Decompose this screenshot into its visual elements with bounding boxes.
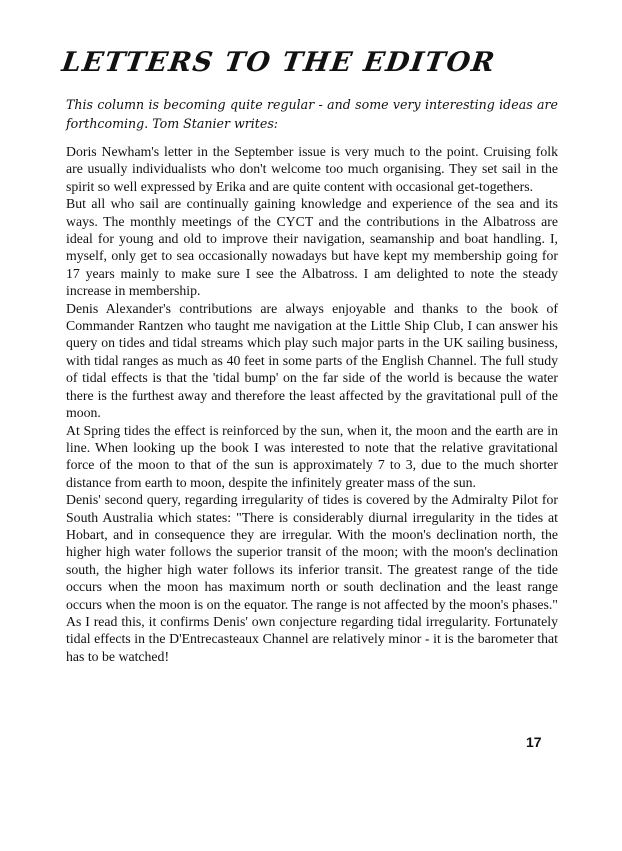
letter-paragraph: Denis' second query, regarding irregularity of tides is covered by the Admiralty Pilot for South Australia which states: "There is considerably diurnal irregularity in the tides at Hobart, and in consequence they are irregular. With the moon's declination north, the higher high water follows the superior transit of the moon; with the moon's declination south, the higher high water follows its inferior transit. The greatest range of the tide occurs when the moon has maximum north or south declination and the least range occurs when the moon is on the equator. The range is not affected by the moon's phases.": [66, 492, 558, 612]
letter-paragraph: Denis Alexander's contributions are always enjoyable and thanks to the book of Commander Rantzen who taught me navigation at the Little Ship Club, I can answer his query on tides and tidal streams which play such major parts in the UK sailing business, with tidal ranges as much as 40 feet in some parts of the English Channel. The full study of tidal effects is that the 'tidal bump' on the far side of the world is because the water there is the furthest away and therefore the least affected by the gravitational pull of the moon.: [66, 300, 558, 421]
letter-paragraph: But all who sail are continually gaining knowledge and experience of the sea and its ways. The monthly meetings of the CYCT and the contributions in the Albatross are ideal for young and old to improve their navigation, seamanship and boat handling. I, myself, only get to sea occasionally nowadays but have kept my membership going for 17 years mainly to make sure I see the Albatross. I am delighted to note the steady increase in membership.: [66, 196, 558, 299]
page-title: LETTERS TO THE EDITOR: [59, 47, 498, 78]
letter-body: [66, 143, 558, 665]
letter-paragraph: As I read this, it confirms Denis' own conjecture regarding tidal irregularity. Fortunately tidal effects in the D'Entrecasteaux Channel are relatively minor - it is the barometer that has to be watched!: [66, 613, 558, 664]
letter-paragraph: At Spring tides the effect is reinforced by the sun, when it, the moon and the earth are in line. When looking up the book I was interested to note that the relative gravitational force of the moon to that of the sun is approximately 7 to 3, due to the much shorter distance from earth to moon, despite the infinitely greater mass of the sun.: [66, 422, 558, 490]
page-number: 17: [526, 734, 542, 750]
letter-paragraph: Doris Newham's letter in the September issue is very much to the point. Cruising folk are usually individualists who don't welcome too much organising. They set sail in the spirit so well expressed by Erika and are quite content with occasional get-togethers.: [66, 144, 558, 194]
intro-text: This column is becoming quite regular - and some very interesting ideas are forthcoming. Tom Stanier writes:: [66, 97, 558, 131]
